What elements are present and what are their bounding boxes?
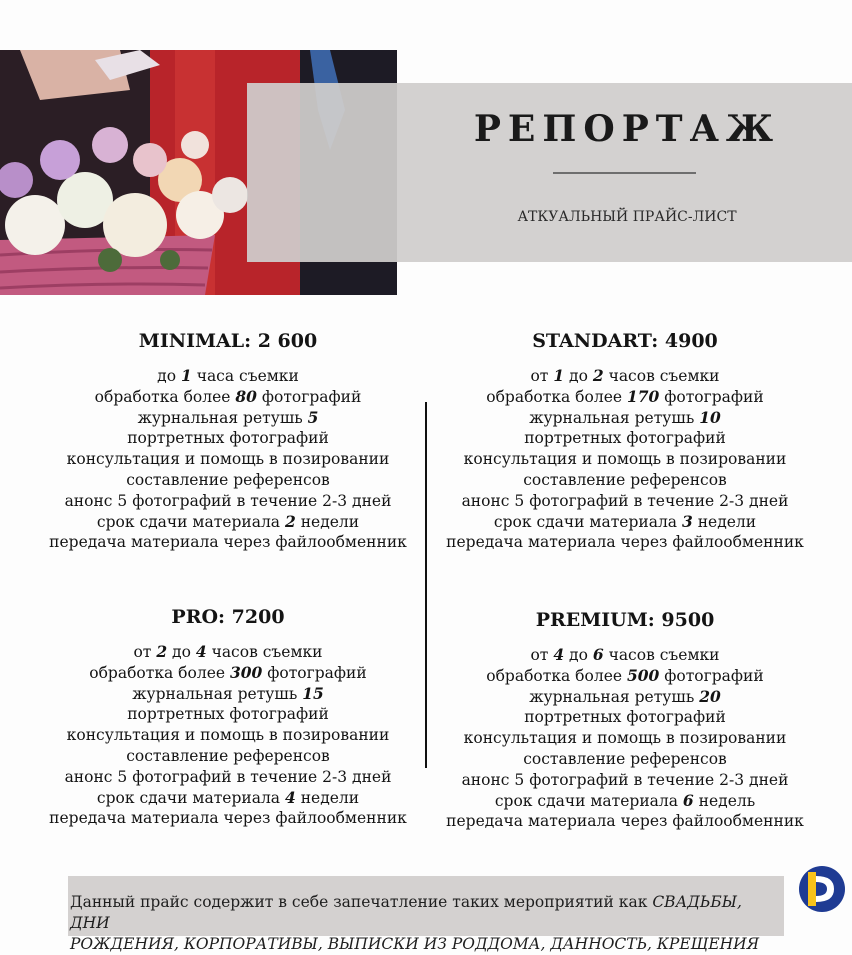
package-processing: обработка более 300 фотографий bbox=[89, 662, 367, 682]
column-divider bbox=[425, 402, 427, 768]
package-duration: от 4 до 6 часов съемки bbox=[530, 645, 720, 664]
package-transfer: передача материала через файлообменник bbox=[446, 812, 804, 831]
package-premium bbox=[440, 609, 810, 832]
package-retouch: журнальная ретушь 20 портретных фотографий bbox=[524, 686, 726, 727]
package-consult: консультация и помощь в позировании bbox=[66, 726, 390, 745]
footer-note bbox=[68, 876, 784, 953]
package-preview: анонс 5 фотографий в течение 2-3 дней bbox=[64, 491, 392, 510]
package-standart bbox=[440, 330, 810, 553]
package-preview: анонс 5 фотографий в течение 2-3 дней bbox=[64, 767, 392, 786]
package-title: MINIMAL: 2 600 bbox=[138, 330, 318, 352]
package-duration: от 1 до 2 часов съемки bbox=[530, 366, 720, 385]
package-transfer: передача материала через файлообменник bbox=[446, 533, 804, 552]
package-refs: составление референсов bbox=[523, 470, 727, 489]
package-retouch: журнальная ретушь 5 портретных фотографий bbox=[127, 407, 329, 448]
package-refs: составление референсов bbox=[126, 470, 330, 489]
package-refs: составление референсов bbox=[523, 749, 727, 768]
package-deadline: срок сдачи материала 6 недель bbox=[494, 790, 756, 810]
package-deadline: срок сдачи материала 3 недели bbox=[493, 511, 757, 531]
package-title: PRO: 7200 bbox=[171, 606, 285, 628]
package-deadline: срок сдачи материала 2 недели bbox=[96, 511, 360, 531]
page-subtitle: АТКУАЛЬНЫЙ ПРАЙС-ЛИСТ bbox=[517, 209, 737, 225]
package-retouch: журнальная ретушь 10 портретных фотографий bbox=[524, 407, 726, 448]
circle-d-logo-icon bbox=[798, 864, 846, 914]
package-title: PREMIUM: 9500 bbox=[535, 609, 715, 631]
footer-text: Данный прайс содержит в себе запечатление таких мероприятий как СВАДЬБЫ, ДНИ РОЖДЕНИЯ, КОРПОРАТИВЫ, ВЫПИСКИ ИЗ РОДДОМА, ДАННОСТЬ, КРЕЩЕНИЯ bbox=[70, 893, 760, 953]
package-processing: обработка более 170 фотографий bbox=[486, 386, 764, 406]
package-transfer: передача материала через файлообменник bbox=[49, 533, 407, 552]
package-title: STANDART: 4900 bbox=[532, 330, 718, 352]
package-consult: консультация и помощь в позировании bbox=[463, 450, 787, 469]
package-preview: анонс 5 фотографий в течение 2-3 дней bbox=[461, 770, 789, 789]
package-deadline: срок сдачи материала 4 недели bbox=[96, 787, 360, 807]
page-title: РЕПОРТАЖ bbox=[473, 108, 781, 150]
package-consult: консультация и помощь в позировании bbox=[66, 450, 390, 469]
package-retouch: журнальная ретушь 15 портретных фотографий bbox=[127, 683, 329, 724]
title-divider bbox=[553, 172, 696, 174]
package-duration: до 1 часа съемки bbox=[157, 366, 299, 385]
package-pro bbox=[43, 606, 413, 829]
package-processing: обработка более 80 фотографий bbox=[94, 386, 362, 406]
package-transfer: передача материала через файлообменник bbox=[49, 809, 407, 828]
package-processing: обработка более 500 фотографий bbox=[486, 665, 764, 685]
package-minimal bbox=[43, 330, 413, 553]
package-consult: консультация и помощь в позировании bbox=[463, 729, 787, 748]
package-duration: от 2 до 4 часов съемки bbox=[133, 642, 323, 661]
package-refs: составление референсов bbox=[126, 746, 330, 765]
package-preview: анонс 5 фотографий в течение 2-3 дней bbox=[461, 491, 789, 510]
